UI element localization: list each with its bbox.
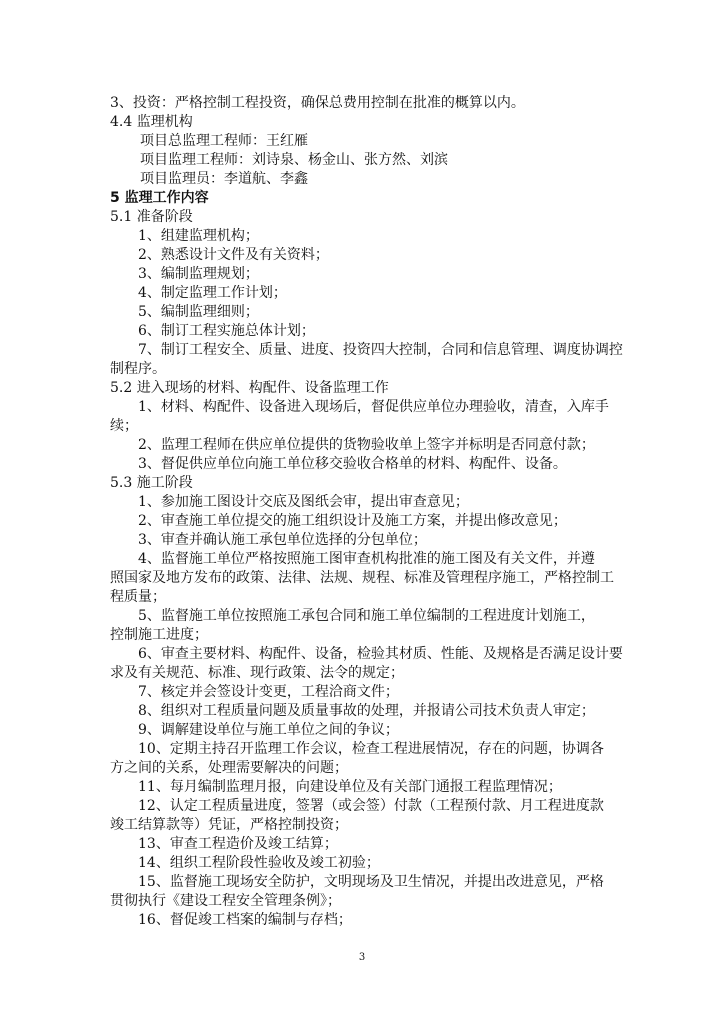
text-line: 6、制订工程实施总体计划； <box>138 323 315 339</box>
text-line: 项目监理工程师：刘诗泉、杨金山、张方然、刘滨 <box>140 152 448 168</box>
text-line: 项目总监理工程师：王红雁 <box>140 133 308 149</box>
text-line: 竣工结算款等）凭证，严格控制投资； <box>110 817 348 833</box>
text-line: 14、组织工程阶段性验收及竣工初验； <box>138 855 380 871</box>
text-line: 1、组建监理机构； <box>138 228 259 244</box>
document-body <box>110 94 630 930</box>
text-line: 制程序。 <box>110 361 166 377</box>
text-line: 6、审查主要材料、构配件、设备，检验其材质、性能、及规格是否满足设计要 <box>138 646 623 662</box>
text-line: 1、材料、构配件、设备进入现场后，督促供应单位办理验收，清查，入库手 <box>138 399 609 415</box>
text-line: 5.2 进入现场的材料、构配件、设备监理工作 <box>110 380 389 396</box>
text-line: 1、参加施工图设计交底及图纸会审，提出审查意见； <box>138 494 469 510</box>
text-line: 项目监理员：李道航、李鑫 <box>140 171 308 187</box>
text-line: 2、熟悉设计文件及有关资料； <box>138 247 329 263</box>
text-line: 13、审查工程造价及竣工结算； <box>138 836 338 852</box>
text-line: 7、制订工程安全、质量、进度、投资四大控制，合同和信息管理、调度协调控 <box>138 342 623 358</box>
text-line: 照国家及地方发布的政策、法律、法规、规程、标准及管理程序施工，严格控制工 <box>110 570 614 586</box>
text-line: 4、制定监理工作计划； <box>138 285 287 301</box>
text-line: 方之间的关系，处理需要解决的问题； <box>110 760 348 776</box>
text-line: 15、监督施工现场安全防护，文明现场及卫生情况，并提出改进意见，严格 <box>138 874 604 890</box>
text-line: 3、编制监理规划； <box>138 266 259 282</box>
text-line: 5、编制监理细则； <box>138 304 259 320</box>
text-line: 2、审查施工单位提交的施工组织设计及施工方案，并提出修改意见； <box>138 513 567 529</box>
text-line: 控制施工进度； <box>110 627 208 643</box>
text-line: 7、核定并会签设计变更，工程洽商文件； <box>138 684 399 700</box>
text-line: 8、组织对工程质量问题及质量事故的处理，并报请公司技术负责人审定； <box>138 703 595 719</box>
text-line: 5.3 施工阶段 <box>110 475 193 491</box>
text-line: 5.1 准备阶段 <box>110 209 193 225</box>
text-line: 续； <box>110 418 138 434</box>
text-line: 求及有关规范、标准、现行政策、法令的规定； <box>110 665 404 681</box>
text-line: 贯彻执行《建设工程安全管理条例》； <box>110 893 341 909</box>
text-line: 11、每月编制监理月报，向建设单位及有关部门通报工程监理情况； <box>138 779 562 795</box>
text-line: 4、监督施工单位严格按照施工图审查机构批准的施工图及有关文件，并遵 <box>138 551 595 567</box>
text-line: 3、投资：严格控制工程投资，确保总费用控制在批准的概算以内。 <box>110 95 525 111</box>
text-line: 16、督促竣工档案的编制与存档； <box>138 912 352 928</box>
text-line: 9、调解建设单位与施工单位之间的争议； <box>138 722 399 738</box>
text-line: 程质量； <box>110 589 166 605</box>
section-heading: 5 监理工作内容 <box>110 190 209 206</box>
text-line: 3、督促供应单位向施工单位移交验收合格单的材料、构配件、设备。 <box>138 456 567 472</box>
text-line: 5、监督施工单位按照施工承包合同和施工单位编制的工程进度计划施工， <box>138 608 595 624</box>
page-number: 3 <box>358 952 366 963</box>
text-line: 10、定期主持召开监理工作会议，检查工程进展情况，存在的问题，协调各 <box>138 741 604 757</box>
text-line: 2、监理工程师在供应单位提供的货物验收单上签字并标明是否同意付款； <box>138 437 595 453</box>
text-line: 4.4 监理机构 <box>110 114 193 130</box>
text-line: 12、认定工程质量进度，签署（或会签）付款（工程预付款、月工程进度款 <box>138 798 604 814</box>
text-line: 3、审查并确认施工承包单位选择的分包单位； <box>138 532 427 548</box>
